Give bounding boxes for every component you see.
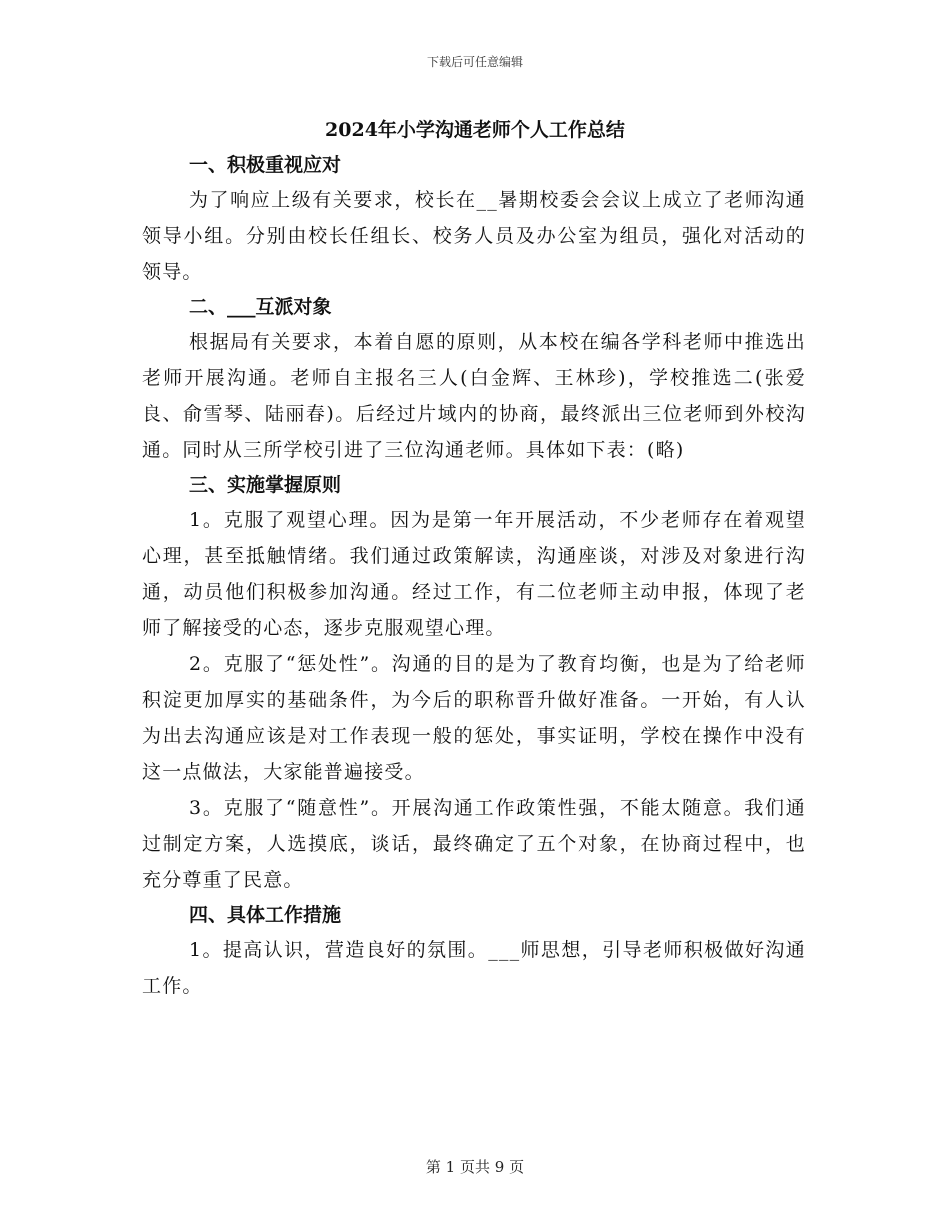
header-note: 下载后可任意编辑 bbox=[426, 55, 523, 69]
paragraph: 为了响应上级有关要求，校长在__暑期校委会会议上成立了老师沟通领导小组。分别由校长任组长、校务人员及办公室为组员，强化对活动的领导。 bbox=[142, 189, 806, 283]
section-4 bbox=[142, 898, 806, 1004]
paragraph: 1。提高认识，营造良好的氛围。___师思想，引导老师积极做好沟通工作。 bbox=[142, 939, 806, 997]
document-title: 2024年小学沟通老师个人工作总结 bbox=[325, 119, 625, 141]
document-body bbox=[142, 148, 806, 1004]
section-heading: 四、具体工作措施 bbox=[189, 904, 342, 926]
paragraph: 根据局有关要求，本着自愿的原则，从本校在编各学科老师中推选出老师开展沟通。老师自主报名三人(白金辉、王林珍)，学校推选二(张爱良、俞雪琴、陆丽春)。后经过片域内的协商，最终派出三位老师到外校沟通。同时从三所学校引进了三位沟通老师。具体如下表：(略) bbox=[142, 331, 806, 461]
page-footer: 第 1 页共 9 页 bbox=[425, 1158, 525, 1176]
paragraph: 1。克服了观望心理。因为是第一年开展活动，不少老师存在着观望心理，甚至抵触情绪。我们通过政策解读，沟通座谈，对涉及对象进行沟通，动员他们积极参加沟通。经过工作，有二位老师主动申报，体现了老师了解接受的心态，逐步克服观望心理。 bbox=[142, 509, 806, 639]
section-2 bbox=[142, 290, 806, 468]
section-heading: 一、积极重视应对 bbox=[189, 154, 342, 176]
paragraph: 2。克服了“惩处性”。沟通的目的是为了教育均衡，也是为了给老师积淀更加厚实的基础条件，为今后的职称晋升做好准备。一开始，有人认为出去沟通应该是对工作表现一般的惩处，事实证明，学校在操作中没有这一点做法，大家能普遍接受。 bbox=[142, 653, 806, 783]
paragraph: 3。克服了“随意性”。开展沟通工作政策性强，不能太随意。我们通过制定方案，人选摸底，谈话，最终确定了五个对象，在协商过程中，也充分尊重了民意。 bbox=[142, 797, 806, 891]
section-heading: 三、实施掌握原则 bbox=[189, 474, 342, 496]
section-heading: 二、___互派对象 bbox=[189, 296, 332, 318]
section-3 bbox=[142, 468, 806, 898]
section-1 bbox=[142, 148, 806, 290]
